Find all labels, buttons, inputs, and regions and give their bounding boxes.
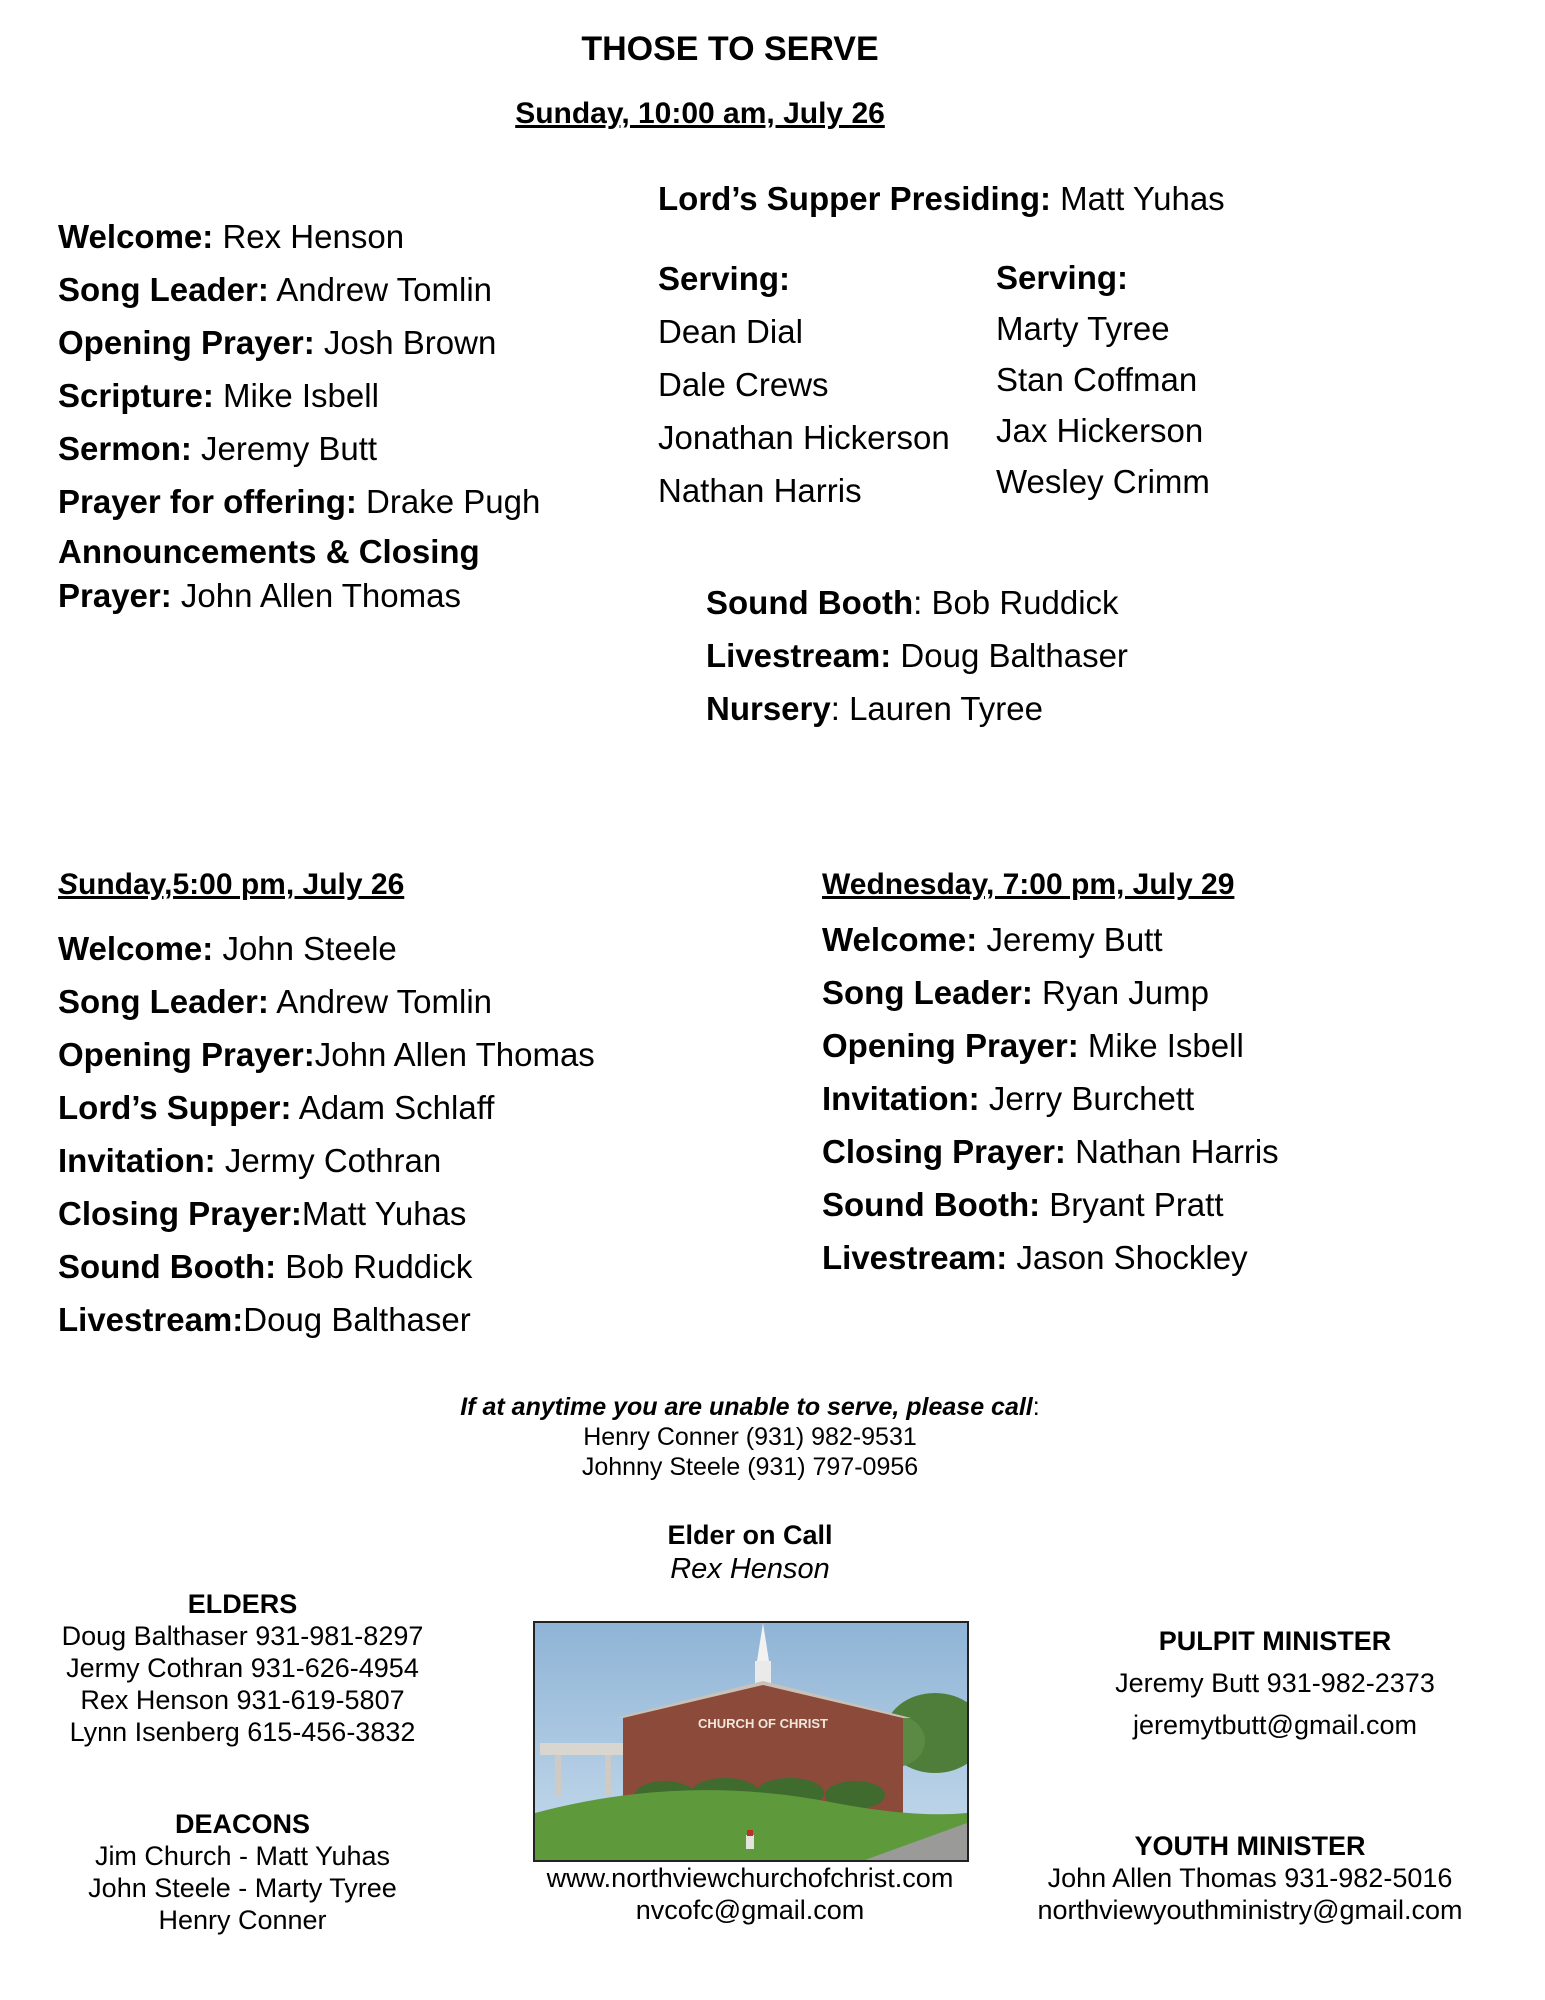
role-name: Nathan Harris (1065, 1133, 1279, 1170)
role-name: Jerry Burchett (979, 1080, 1195, 1117)
role-name: Jeremy Butt (191, 430, 378, 467)
role-row-closing-prayer (822, 1125, 1279, 1178)
church-building-illustration (535, 1623, 967, 1860)
role-name: Drake Pugh (356, 483, 541, 520)
serving-name: Stan Coffman (996, 361, 1198, 398)
pulpit-minister-email[interactable]: jeremytbutt@gmail.com (1133, 1710, 1417, 1740)
sunday-morning-heading: Sunday, 10:00 am, July 26 (515, 97, 885, 130)
role-row-song-leader (58, 263, 658, 316)
role-row-opening-prayer (58, 1028, 595, 1081)
unable-to-serve-contact (300, 1392, 1200, 1482)
role-row-welcome (58, 210, 658, 263)
role-row-song-leader (58, 975, 595, 1028)
role-label: Welcome: (58, 218, 214, 255)
elders-heading: ELDERS (187, 1589, 298, 1619)
role-row-closing-prayer (58, 1187, 595, 1240)
role-name: Andrew Tomlin (268, 271, 493, 308)
role-name: Mike Isbell (1078, 1027, 1244, 1064)
role-label: Sermon: (58, 430, 192, 467)
role-label: Opening Prayer: (58, 324, 315, 361)
role-name: Rex Henson (213, 218, 405, 255)
serving-name: Jonathan Hickerson (658, 419, 950, 456)
role-row-nursery (706, 682, 1128, 735)
pulpit-minister (1010, 1620, 1540, 1746)
role-name: Josh Brown (314, 324, 497, 361)
role-label: Livestream: (822, 1239, 1008, 1276)
role-label: Sound Booth (706, 584, 914, 621)
role-name: Adam Schlaff (291, 1089, 495, 1126)
elder-on-call-name: Rex Henson (670, 1553, 830, 1585)
serving-name: Jax Hickerson (996, 412, 1204, 449)
role-label: Announcements & Closing Prayer: (58, 533, 480, 614)
deacon-line: Henry Conner (158, 1905, 327, 1935)
role-label: Invitation: (822, 1080, 980, 1117)
page-title: THOSE TO SERVE (581, 30, 879, 68)
role-label: Song Leader: (58, 271, 269, 308)
pulpit-minister-heading: PULPIT MINISTER (1158, 1626, 1392, 1656)
contact-intro-colon: : (1032, 1393, 1040, 1421)
role-name: Mike Isbell (213, 377, 379, 414)
serving-name: Nathan Harris (658, 472, 862, 509)
serving-column-2 (996, 252, 1210, 507)
role-name: Matt Yuhas (301, 1195, 467, 1232)
role-name: Jason Shockley (1007, 1239, 1248, 1276)
elder-line: Rex Henson 931-619-5807 (80, 1685, 405, 1715)
serving-heading: Serving: (996, 259, 1129, 296)
role-row-invitation (822, 1072, 1279, 1125)
role-label: Welcome: (822, 921, 978, 958)
elder-line: Lynn Isenberg 615-456-3832 (69, 1717, 416, 1747)
role-label: Lord’s Supper: (58, 1089, 292, 1126)
hydrant (746, 1835, 754, 1849)
pulpit-minister-phone: Jeremy Butt 931-982-2373 (1115, 1668, 1435, 1698)
canopy-post (605, 1755, 611, 1795)
role-name: Bryant Pratt (1040, 1186, 1224, 1223)
role-label: Song Leader: (58, 983, 269, 1020)
church-sign-text: CHURCH OF CHRIST (698, 1716, 828, 1731)
role-label: Welcome: (58, 930, 214, 967)
role-label: Opening Prayer: (58, 1036, 315, 1073)
role-label: Closing Prayer: (822, 1133, 1066, 1170)
elder-on-call (500, 1518, 1000, 1586)
deacon-line: John Steele - Marty Tyree (88, 1873, 397, 1903)
canopy-post (555, 1755, 561, 1795)
elder-line: Jermy Cothran 931-626-4954 (66, 1653, 419, 1683)
role-label: Prayer for offering: (58, 483, 357, 520)
role-label: Scripture: (58, 377, 214, 414)
role-row-livestream (706, 629, 1128, 682)
church-website-link[interactable]: www.northviewchurchofchrist.com (546, 1863, 954, 1893)
serving-name: Wesley Crimm (996, 463, 1210, 500)
role-label: Livestream: (58, 1301, 244, 1338)
deacon-line: Jim Church - Matt Yuhas (94, 1841, 391, 1871)
wednesday-roles (822, 913, 1279, 1284)
serving-name: Dean Dial (658, 313, 803, 350)
role-row-opening-prayer (822, 1019, 1279, 1072)
role-label: Closing Prayer: (58, 1195, 302, 1232)
role-label: Opening Prayer: (822, 1027, 1079, 1064)
heading-initial: S (58, 868, 79, 901)
deacons-heading: DEACONS (174, 1809, 310, 1839)
church-website-block (480, 1862, 1020, 1926)
youth-minister-phone: John Allen Thomas 931-982-5016 (1047, 1863, 1453, 1893)
role-name: Bob Ruddick (276, 1248, 473, 1285)
role-label: Sound Booth: (58, 1248, 277, 1285)
role-row-lords-supper (58, 1081, 595, 1134)
sunday-morning-extra-roles (706, 576, 1128, 735)
role-label: Invitation: (58, 1142, 216, 1179)
role-row-opening-prayer (58, 316, 658, 369)
role-name: : Lauren Tyree (830, 690, 1043, 727)
role-row-welcome (822, 913, 1279, 966)
role-row-sound-booth (822, 1178, 1279, 1231)
youth-minister-email[interactable]: northviewyouthministry@gmail.com (1037, 1895, 1463, 1925)
elders-list (40, 1588, 445, 1748)
hydrant-top (747, 1830, 753, 1836)
youth-minister-heading: YOUTH MINISTER (1134, 1831, 1366, 1861)
role-row-prayer-for-offering (58, 475, 658, 528)
serving-column-1 (658, 252, 950, 517)
heading-rest: unday,5:00 pm, July 26 (78, 868, 405, 901)
role-row-sound-booth (706, 576, 1128, 629)
serving-name: Dale Crews (658, 366, 829, 403)
church-building-photo (533, 1621, 969, 1862)
contact-line: Johnny Steele (931) 797-0956 (581, 1453, 919, 1481)
elder-on-call-heading: Elder on Call (667, 1520, 833, 1550)
role-row-livestream (58, 1293, 595, 1346)
role-row-scripture (58, 369, 658, 422)
role-name: John Allen Thomas (171, 577, 461, 614)
role-name: : Bob Ruddick (913, 584, 1119, 621)
church-email-link[interactable]: nvcofc@gmail.com (635, 1895, 865, 1925)
contact-intro: If at anytime you are unable to serve, please call (460, 1393, 1033, 1421)
role-label: Livestream: (706, 637, 892, 674)
role-name: Matt Yuhas (1051, 180, 1225, 217)
role-name: Ryan Jump (1032, 974, 1209, 1011)
role-label: Sound Booth: (822, 1186, 1041, 1223)
role-row-livestream (822, 1231, 1279, 1284)
youth-minister (1000, 1830, 1500, 1926)
sunday-evening-roles (58, 922, 595, 1346)
serving-name: Marty Tyree (996, 310, 1170, 347)
role-label: Lord’s Supper Presiding: (658, 180, 1051, 217)
role-row-sermon (58, 422, 658, 475)
serving-heading: Serving: (658, 260, 791, 297)
deacons-list (40, 1808, 445, 1936)
role-row-announcements-closing (58, 530, 578, 618)
sunday-evening-heading (58, 868, 404, 902)
role-row-welcome (58, 922, 595, 975)
contact-line: Henry Conner (931) 982-9531 (583, 1423, 917, 1451)
role-name: John Allen Thomas (314, 1036, 595, 1073)
role-name: Andrew Tomlin (268, 983, 493, 1020)
role-name: Doug Balthaser (243, 1301, 471, 1338)
sunday-morning-roles (58, 210, 658, 618)
role-row-sound-booth (58, 1240, 595, 1293)
canopy (540, 1743, 635, 1755)
role-name: Jeremy Butt (977, 921, 1163, 958)
role-row-song-leader (822, 966, 1279, 1019)
role-name: Doug Balthaser (891, 637, 1128, 674)
role-label: Nursery (706, 690, 831, 727)
role-name: Jermy Cothran (215, 1142, 442, 1179)
lords-supper-presiding (658, 180, 1225, 218)
wednesday-heading: Wednesday, 7:00 pm, July 29 (822, 868, 1235, 901)
role-name: John Steele (213, 930, 397, 967)
role-row-invitation (58, 1134, 595, 1187)
elder-line: Doug Balthaser 931-981-8297 (61, 1621, 424, 1651)
role-label: Song Leader: (822, 974, 1033, 1011)
